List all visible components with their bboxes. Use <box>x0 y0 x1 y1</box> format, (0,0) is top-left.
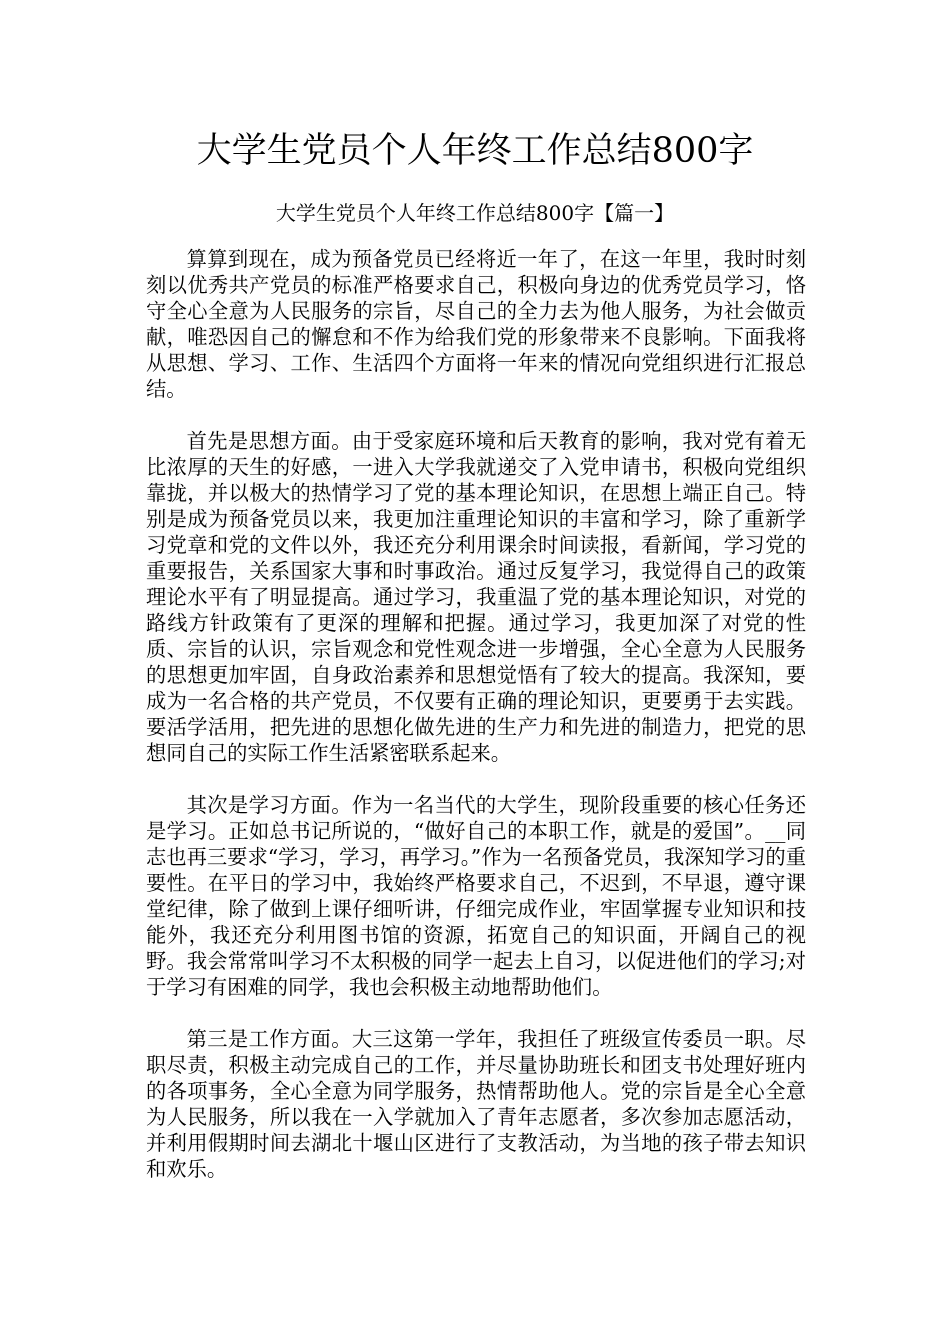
paragraph-study: 其次是学习方面。作为一名当代的大学生，现阶段重要的核心任务还是学习。正如总书记所说的，“做好自己的本职工作，就是的爱国”。__同志也再三要求“学习，学习，再学习。”作为一名预备党员，我深知学习的重要性。在平日的学习中，我始终严格要求自己，不迟到，不早退，遵守课堂纪律，除了做到上课仔细听讲，仔细完成作业，牢固掌握专业知识和技能外，我还充分利用图书馆的资源，拓宽自己的知识面，开阔自己的视野。我会常常叫学习不太积极的同学一起去上自习，以促进他们的学习;对于学习有困难的同学，我也会积极主动地帮助他们。 <box>146 793 806 999</box>
document-title: 大学生党员个人年终工作总结800字 <box>196 131 754 171</box>
section-heading: 大学生党员个人年终工作总结800字【篇一】 <box>275 201 675 225</box>
paragraph-intro: 算算到现在，成为预备党员已经将近一年了，在这一年里，我时时刻刻以优秀共产党员的标准严格要求自己，积极向身边的优秀党员学习，恪守全心全意为人民服务的宗旨，尽自己的全力去为他人服务，为社会做贡献，唯恐因自己的懈怠和不作为给我们党的形象带来不良影响。下面我将从思想、学习、工作、生活四个方面将一年来的情况向党组织进行汇报总结。 <box>146 247 806 401</box>
paragraph-thought: 首先是思想方面。由于受家庭环境和后天教育的影响，我对党有着无比浓厚的天生的好感，一进入大学我就递交了入党申请书，积极向党组织靠拢，并以极大的热情学习了党的基本理论知识，在思想上端正自己。特别是成为预备党员以来，我更加注重理论知识的丰富和学习，除了重新学习党章和党的文件以外，我还充分利用课余时间读报，看新闻，学习党的重要报告，关系国家大事和时事政治。通过反复学习，我觉得自己的政策理论水平有了明显提高。通过学习，我重温了党的基本理论知识，对党的路线方针政策有了更深的理解和把握。通过学习，我更加深了对党的性质、宗旨的认识，宗旨观念和党性观念进一步增强，全心全意为人民服务的思想更加牢固，自身政治素养和思想觉悟有了较大的提高。我深知，要成为一名合格的共产党员，不仅要有正确的理论知识，更要勇于去实践。要活学活用，把先进的思想化做先进的生产力和先进的制造力，把党的思想同自己的实际工作生活紧密联系起来。 <box>146 429 806 765</box>
paragraph-work: 第三是工作方面。大三这第一学年，我担任了班级宣传委员一职。尽职尽责，积极主动完成自己的工作，并尽量协助班长和团支书处理好班内的各项事务，全心全意为同学服务，热情帮助他人。党的宗旨是全心全意为人民服务，所以我在一入学就加入了青年志愿者，多次参加志愿活动，并利用假期时间去湖北十堰山区进行了支教活动，为当地的孩子带去知识和欢乐。 <box>146 1027 806 1181</box>
document-body <box>146 246 806 1208</box>
